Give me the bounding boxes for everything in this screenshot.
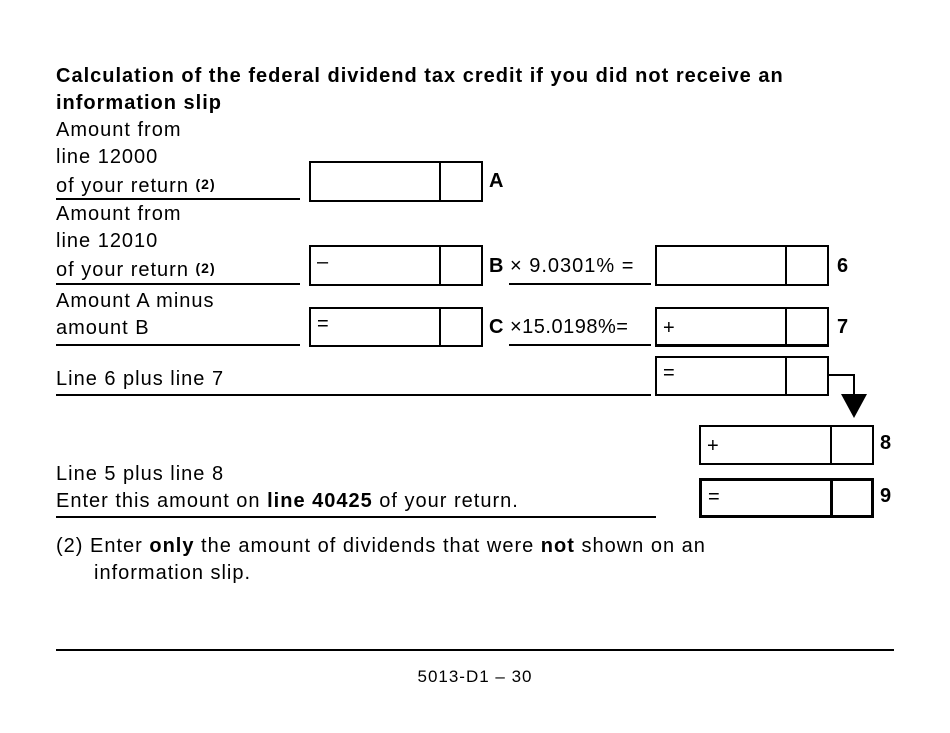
line-6-plus-7-sign: = bbox=[663, 362, 676, 384]
line-40425-ref: line 40425 bbox=[267, 490, 373, 512]
letter-a: A bbox=[489, 170, 505, 192]
line-8-sign: + bbox=[707, 435, 720, 457]
page-number: 5013-D1 – 30 bbox=[417, 667, 533, 686]
line-9-number: 9 bbox=[880, 485, 893, 507]
line-8-cents bbox=[830, 427, 832, 463]
line-7-number: 7 bbox=[837, 316, 850, 338]
row-c-label: Amount A minus amount B bbox=[56, 290, 215, 339]
line-8-number: 8 bbox=[880, 432, 893, 454]
line-8-field[interactable] bbox=[699, 425, 874, 465]
note-ref-b: (2) bbox=[195, 260, 216, 276]
line-6-plus-7-field[interactable] bbox=[655, 356, 829, 396]
rate-b: × 9.0301% = bbox=[510, 255, 635, 277]
line-6-number: 6 bbox=[837, 255, 850, 277]
amount-a-cents bbox=[439, 163, 441, 200]
amount-a-field[interactable] bbox=[309, 161, 483, 202]
line-7-cents bbox=[785, 309, 787, 344]
line-9-cents bbox=[830, 481, 833, 515]
line-9-label: Line 5 plus line 8 Enter this amount on line 40425 of your return. bbox=[56, 463, 519, 512]
line-6-plus-7-cents bbox=[785, 358, 787, 394]
line-6-plus-7-rule bbox=[56, 394, 651, 396]
amount-c-sign: = bbox=[317, 313, 330, 335]
rate-c: ×15.0198%= bbox=[510, 316, 629, 338]
line-9-rule bbox=[56, 516, 656, 518]
amount-b-sign: – bbox=[317, 251, 330, 273]
letter-b: B bbox=[489, 255, 505, 277]
line-9-field[interactable] bbox=[699, 478, 874, 518]
line-9-sign: = bbox=[708, 486, 721, 508]
rate-b-rule bbox=[509, 283, 651, 285]
line-6-plus-7-label: Line 6 plus line 7 bbox=[56, 368, 225, 390]
section-title: Calculation of the federal dividend tax credit if you did not receive an information slip bbox=[56, 65, 784, 114]
row-b-rule bbox=[56, 283, 300, 285]
arrow-down-icon bbox=[828, 370, 873, 422]
amount-b-field[interactable] bbox=[309, 245, 483, 286]
letter-c: C bbox=[489, 316, 505, 338]
row-c-rule bbox=[56, 344, 300, 346]
line-6-cents bbox=[785, 247, 787, 284]
line-7-sign: + bbox=[663, 317, 676, 339]
footer-rule bbox=[56, 649, 894, 651]
footnote: (2) Enter only the amount of dividends that were not shown on an information slip. bbox=[56, 535, 706, 584]
row-b-label: Amount from line 12010 of your return $^{(2)}$ bbox=[56, 203, 216, 281]
amount-c-field[interactable] bbox=[309, 307, 483, 347]
note-ref-a: (2) bbox=[195, 176, 216, 192]
amount-c-cents bbox=[439, 309, 441, 345]
line-6-field[interactable] bbox=[655, 245, 829, 286]
row-a-label: Amount from line 12000 of your return $^{(2)}$ bbox=[56, 119, 216, 197]
line-7-field[interactable] bbox=[655, 307, 829, 347]
amount-b-cents bbox=[439, 247, 441, 284]
row-a-rule bbox=[56, 198, 300, 200]
rate-c-rule bbox=[509, 344, 651, 346]
